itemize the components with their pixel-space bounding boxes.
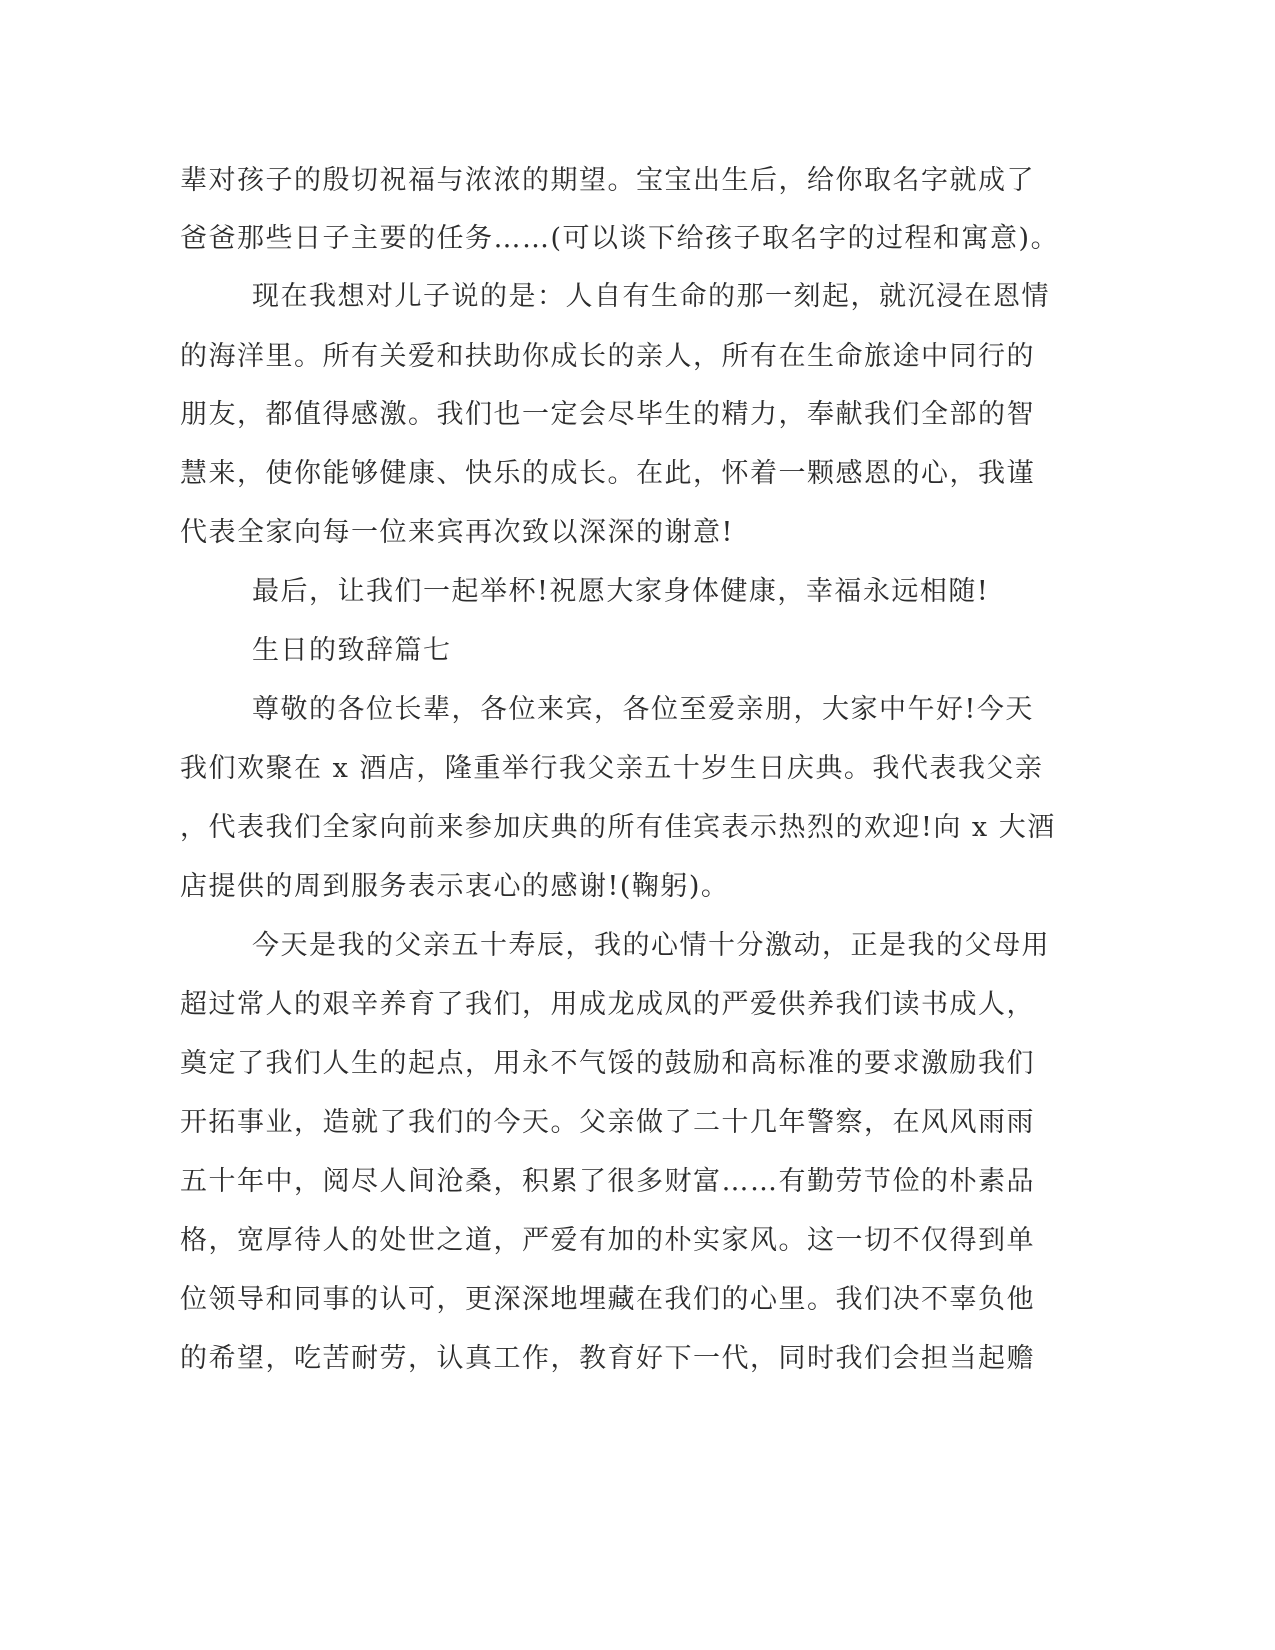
text-line: 格，宽厚待人的处世之道，严爱有加的朴实家风。这一切不仅得到单 xyxy=(180,1225,1035,1256)
text-line: 慧来，使你能够健康、快乐的成长。在此，怀着一颗感恩的心，我谨 xyxy=(180,458,1035,489)
text-line: 位领导和同事的认可，更深深地埋藏在我们的心里。我们决不辜负他 xyxy=(180,1284,1035,1315)
text-line: 奠定了我们人生的起点，用永不气馁的鼓励和高标准的要求激励我们 xyxy=(180,1048,1035,1079)
text-line: 辈对孩子的殷切祝福与浓浓的期望。宝宝出生后，给你取名字就成了 xyxy=(180,165,1035,196)
paragraph-first-line: 现在我想对儿子说的是：人自有生命的那一刻起，就沉浸在恩情 xyxy=(252,281,1050,312)
text-line: 的海洋里。所有关爱和扶助你成长的亲人，所有在生命旅途中同行的 xyxy=(180,341,1035,372)
text-line: 我们欢聚在 x 酒店，隆重举行我父亲五十岁生日庆典。我代表我父亲 xyxy=(180,753,1044,784)
paragraph-first-line: 最后，让我们一起举杯!祝愿大家身体健康，幸福永远相随! xyxy=(252,576,990,607)
text-line: 店提供的周到服务表示衷心的感谢!(鞠躬)。 xyxy=(180,871,730,902)
section-heading: 生日的致辞篇七 xyxy=(252,635,452,666)
paragraph-first-line: 今天是我的父亲五十寿辰，我的心情十分激动，正是我的父母用 xyxy=(252,930,1050,961)
text-line: ，代表我们全家向前来参加庆典的所有佳宾表示热烈的欢迎!向 x 大酒 xyxy=(180,812,1056,843)
text-line: 五十年中，阅尽人间沧桑，积累了很多财富……有勤劳节俭的朴素品 xyxy=(180,1166,1035,1197)
text-line: 的希望，吃苦耐劳，认真工作，教育好下一代，同时我们会担当起赡 xyxy=(180,1343,1035,1374)
text-line: 爸爸那些日子主要的任务……(可以谈下给孩子取名字的过程和寓意)。 xyxy=(180,223,1060,254)
text-line: 超过常人的艰辛养育了我们，用成龙成凤的严爱供养我们读书成人， xyxy=(180,989,1035,1020)
text-line: 代表全家向每一位来宾再次致以深深的谢意! xyxy=(180,517,734,548)
text-line: 开拓事业，造就了我们的今天。父亲做了二十几年警察，在风风雨雨 xyxy=(180,1107,1035,1138)
text-line: 朋友，都值得感激。我们也一定会尽毕生的精力，奉献我们全部的智 xyxy=(180,399,1035,430)
paragraph-first-line: 尊敬的各位长辈，各位来宾，各位至爱亲朋，大家中午好!今天 xyxy=(252,694,1034,725)
